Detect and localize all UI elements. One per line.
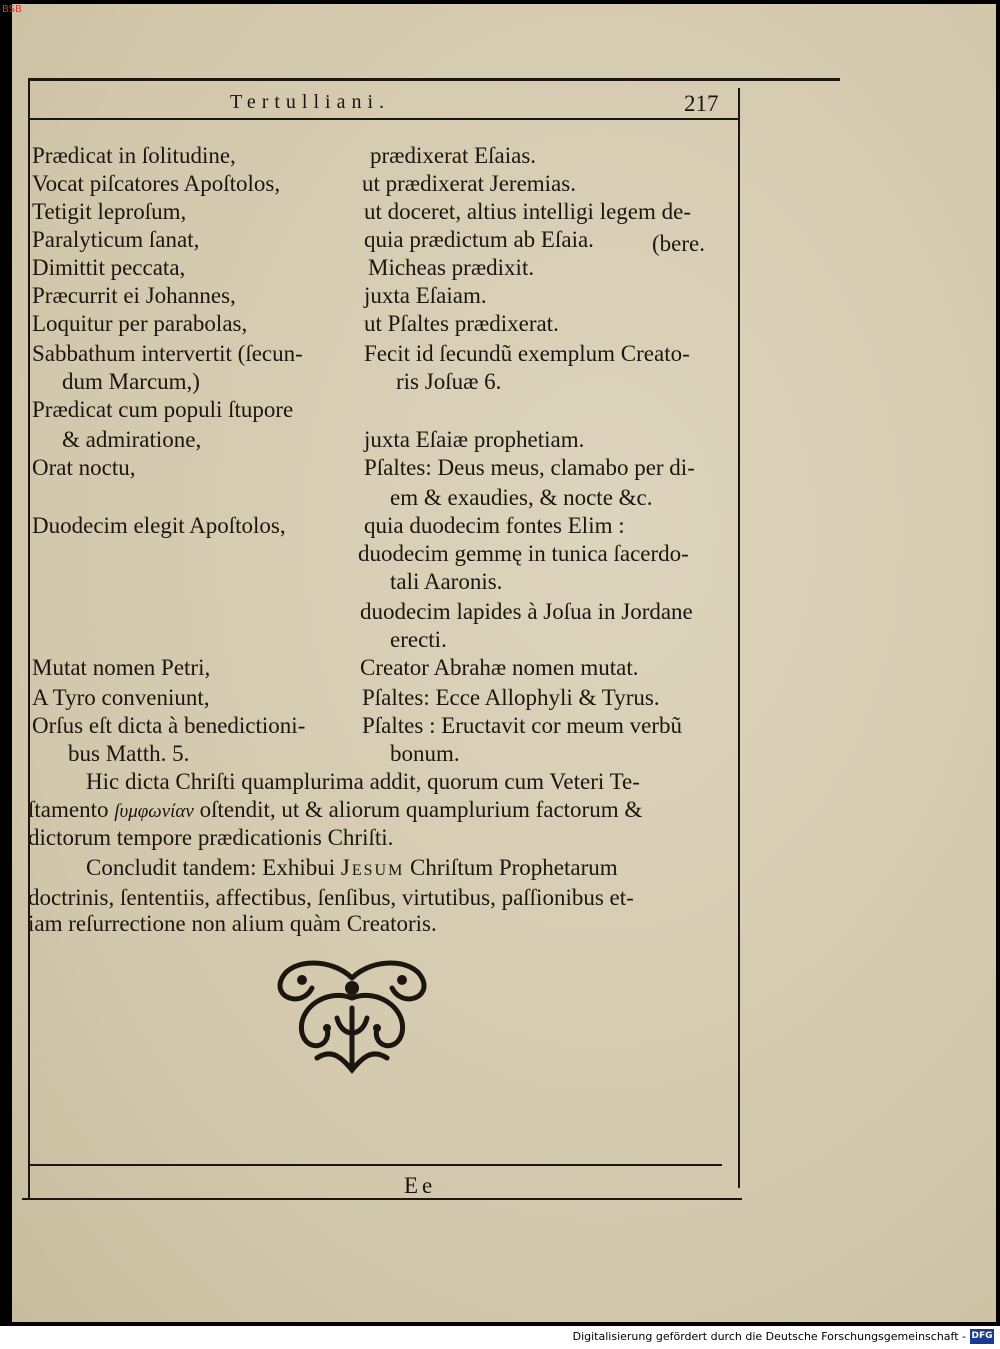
left-line: A Tyro conveniunt,	[32, 685, 210, 710]
footer-text: Digitalisierung gefördert durch die Deutsche Forschungsgemeinschaft -	[572, 1330, 966, 1343]
small-caps-name: Jesum	[340, 855, 405, 880]
dfg-logo: DFG	[970, 1329, 994, 1344]
left-rule	[28, 80, 30, 1198]
text-span: Hic dicta Chriſti quamplurima addit, quorum cum Veteri Te-	[86, 769, 640, 794]
left-line: Duodecim elegit Apoſtolos,	[32, 513, 286, 538]
page-number: 217	[684, 91, 719, 116]
right-line: duodecim gemmę in tunica ſacerdo-	[358, 541, 689, 566]
right-line: ut Pſaltes prædixerat.	[364, 311, 559, 336]
left-line: Tetigit leproſum,	[32, 199, 187, 224]
paragraph-line	[86, 854, 618, 882]
left-line: bus Matth. 5.	[68, 741, 190, 766]
library-mark: BSB	[2, 4, 22, 15]
paragraph-line	[86, 768, 640, 796]
right-line: juxta Eſaiæ prophetiam.	[364, 427, 585, 452]
bottom-rule	[30, 1164, 722, 1166]
running-head: Tertulliani.	[230, 91, 391, 113]
paragraph-line	[28, 796, 642, 826]
right-line: Micheas prædixit.	[368, 255, 535, 280]
left-line: Vocat piſcatores Apoſtolos,	[32, 171, 281, 196]
left-line: Orat noctu,	[32, 455, 136, 480]
right-line: ris Joſuæ 6.	[396, 369, 502, 394]
right-line: quia prædictum ab Eſaia.	[364, 227, 594, 252]
right-line: quia duodecim fontes Elim :	[364, 513, 625, 538]
right-line: em & exaudies, & nocte &c.	[390, 485, 653, 510]
paragraph-line: iam reſurrectione non alium quàm Creatoris.	[28, 911, 437, 936]
right-line: ut doceret, altius intelligi legem de-	[364, 199, 692, 224]
footer-bar	[0, 1326, 1000, 1349]
left-line: Prædicat in ſolitudine,	[32, 143, 236, 168]
left-line: Orſus eſt dicta à benedictioni-	[32, 713, 306, 738]
left-line: Præcurrit ei Johannes,	[32, 283, 236, 308]
left-line: Sabbathum intervertit (ſecun-	[32, 341, 303, 366]
right-line: Creator Abrahæ nomen mutat.	[360, 655, 639, 680]
right-line: bonum.	[390, 741, 460, 766]
right-line: Pſaltes: Ecce Allophyli & Tyrus.	[362, 685, 660, 710]
ornament-vignette	[272, 958, 432, 1074]
right-line: erecti.	[390, 627, 447, 652]
text-span: Concludit tandem: Exhibui	[86, 855, 336, 880]
paragraph-line: doctrinis, ſententiis, affectibus, ſenſibus, virtutibus, paſſionibus et-	[28, 885, 634, 910]
text-span: Chriſtum Prophetarum	[410, 855, 618, 880]
right-line: duodecim lapides à Joſua in Jordane	[360, 599, 693, 624]
right-line: Pſaltes: Deus meus, clamabo per di-	[364, 455, 695, 480]
left-line: dum Marcum,)	[62, 369, 200, 394]
text-span: ſtamento	[28, 797, 109, 822]
left-line: & admiratione,	[62, 427, 202, 452]
left-line: Mutat nomen Petri,	[32, 655, 211, 680]
header-rule	[28, 118, 740, 120]
greek-word: ſυμφωνίαν	[114, 801, 194, 822]
left-line: Prædicat cum populi ſtupore	[32, 397, 294, 422]
left-line: Dimittit peccata,	[32, 255, 186, 280]
right-line: Pſaltes : Eructavit cor meum verbũ	[362, 713, 682, 738]
right-line: ut prædixerat Jeremias.	[362, 171, 576, 196]
right-line: tali Aaronis.	[390, 569, 503, 594]
paragraph-line: dictorum tempore prædicationis Chriſti.	[28, 825, 394, 850]
right-line: prædixerat Eſaias.	[370, 143, 537, 168]
right-line: juxta Eſaiam.	[364, 283, 487, 308]
text-span: oſtendit, ut & aliorum quamplurium factorum &	[199, 797, 643, 822]
top-rule	[28, 78, 840, 81]
bottom-rule-2	[22, 1198, 742, 1200]
right-line: (bere.	[652, 231, 705, 256]
left-line: Loquitur per parabolas,	[32, 311, 248, 336]
right-rule	[738, 88, 740, 1188]
left-line: Paralyticum ſanat,	[32, 227, 200, 252]
signature-mark: Ee	[404, 1173, 437, 1198]
right-line: Fecit id ſecundũ exemplum Creato-	[364, 341, 690, 366]
